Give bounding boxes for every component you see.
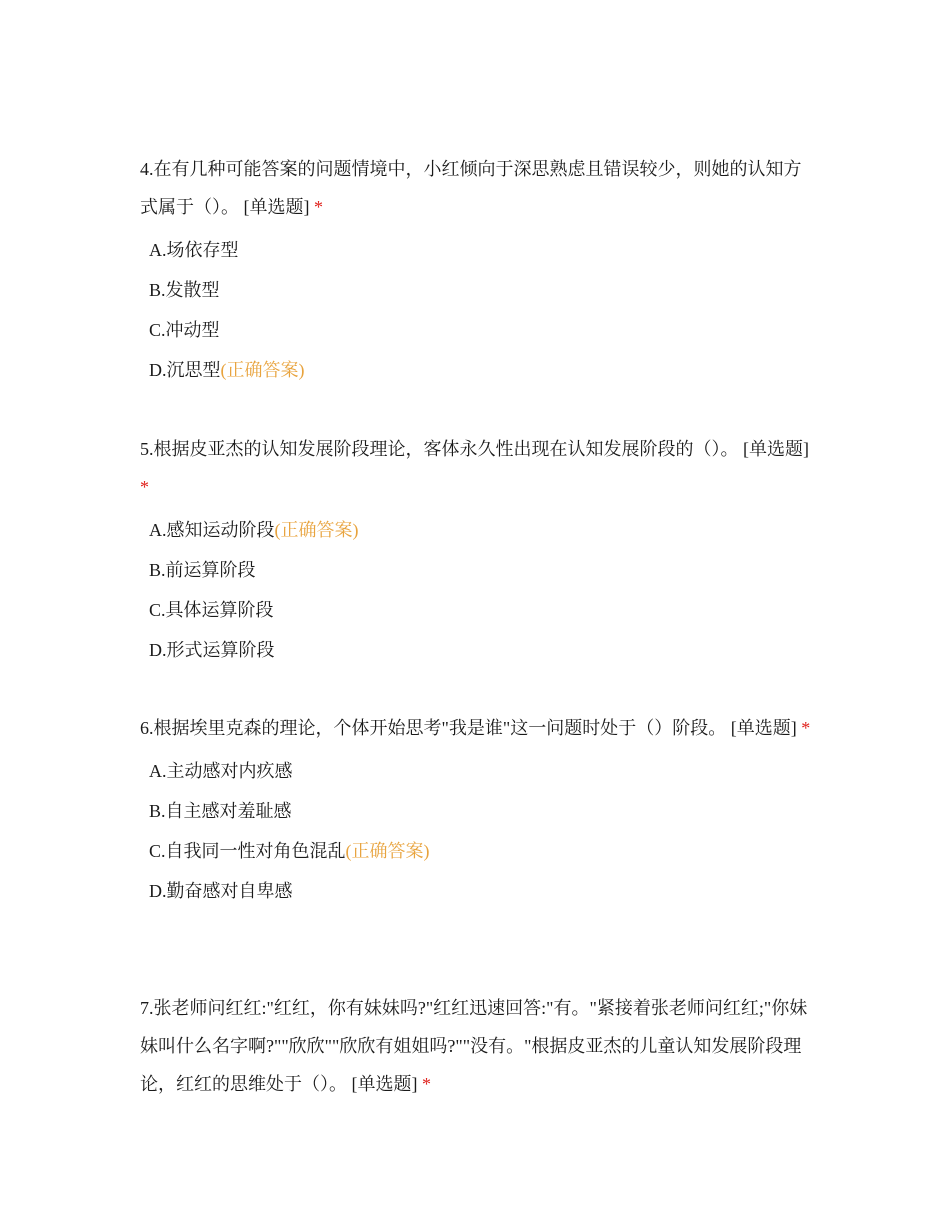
option-label: C.自我同一性对角色混乱 <box>149 841 346 861</box>
question-text: 6.根据埃里克森的理论，个体开始思考"我是谁"这一问题时处于（）阶段。 <box>140 718 727 738</box>
correct-answer-tag: (正确答案) <box>220 360 305 380</box>
option-label: A.场依存型 <box>149 240 239 260</box>
question-4 <box>140 150 812 390</box>
option-list <box>140 510 812 670</box>
option-a[interactable] <box>140 510 812 550</box>
option-d[interactable] <box>140 630 812 670</box>
required-mark: * <box>422 1074 431 1094</box>
option-c[interactable] <box>140 831 812 871</box>
option-d[interactable] <box>140 350 812 390</box>
question-type-tag: [单选题] <box>730 718 797 738</box>
question-type-tag: [单选题] <box>351 1074 418 1094</box>
option-label: B.发散型 <box>149 280 220 300</box>
question-5 <box>140 430 812 670</box>
option-b[interactable] <box>140 791 812 831</box>
option-label: A.感知运动阶段 <box>149 520 275 540</box>
required-mark: * <box>140 477 149 497</box>
option-label: B.自主感对羞耻感 <box>149 801 292 821</box>
question-text: 7.张老师问红红:"红红，你有妹妹吗?"红红迅速回答:"有。"紧接着张老师问红红;"你妹妹叫什么名字啊?""欣欣""欣欣有姐姐吗?""没有。"根据皮亚杰的儿童认知发展阶段理论，红红的思维处于（）。 <box>140 998 808 1094</box>
question-type-tag: [单选题] <box>243 197 310 217</box>
question-title <box>140 150 812 226</box>
option-label: D.形式运算阶段 <box>149 640 275 660</box>
option-b[interactable] <box>140 270 812 310</box>
question-text: 5.根据皮亚杰的认知发展阶段理论，客体永久性出现在认知发展阶段的（）。 <box>140 439 739 459</box>
option-b[interactable] <box>140 550 812 590</box>
option-label: A.主动感对内疚感 <box>149 761 293 781</box>
correct-answer-tag: (正确答案) <box>274 520 359 540</box>
question-6 <box>140 709 812 911</box>
option-label: B.前运算阶段 <box>149 560 256 580</box>
option-label: C.冲动型 <box>149 320 220 340</box>
question-7 <box>140 989 812 1103</box>
option-d[interactable] <box>140 871 812 911</box>
option-a[interactable] <box>140 751 812 791</box>
question-title <box>140 989 812 1103</box>
option-label: C.具体运算阶段 <box>149 600 274 620</box>
option-label: D.沉思型 <box>149 360 221 380</box>
question-title <box>140 709 812 747</box>
option-label: D.勤奋感对自卑感 <box>149 881 293 901</box>
question-title <box>140 430 812 506</box>
question-type-tag: [单选题] <box>743 439 809 459</box>
option-a[interactable] <box>140 230 812 270</box>
option-list <box>140 230 812 390</box>
option-c[interactable] <box>140 310 812 350</box>
correct-answer-tag: (正确答案) <box>345 841 430 861</box>
question-text: 4.在有几种可能答案的问题情境中，小红倾向于深思熟虑且错误较少，则她的认知方式属于（）。 <box>140 159 802 217</box>
option-list <box>140 751 812 911</box>
required-mark: * <box>801 718 811 738</box>
required-mark: * <box>314 197 323 217</box>
option-c[interactable] <box>140 590 812 630</box>
